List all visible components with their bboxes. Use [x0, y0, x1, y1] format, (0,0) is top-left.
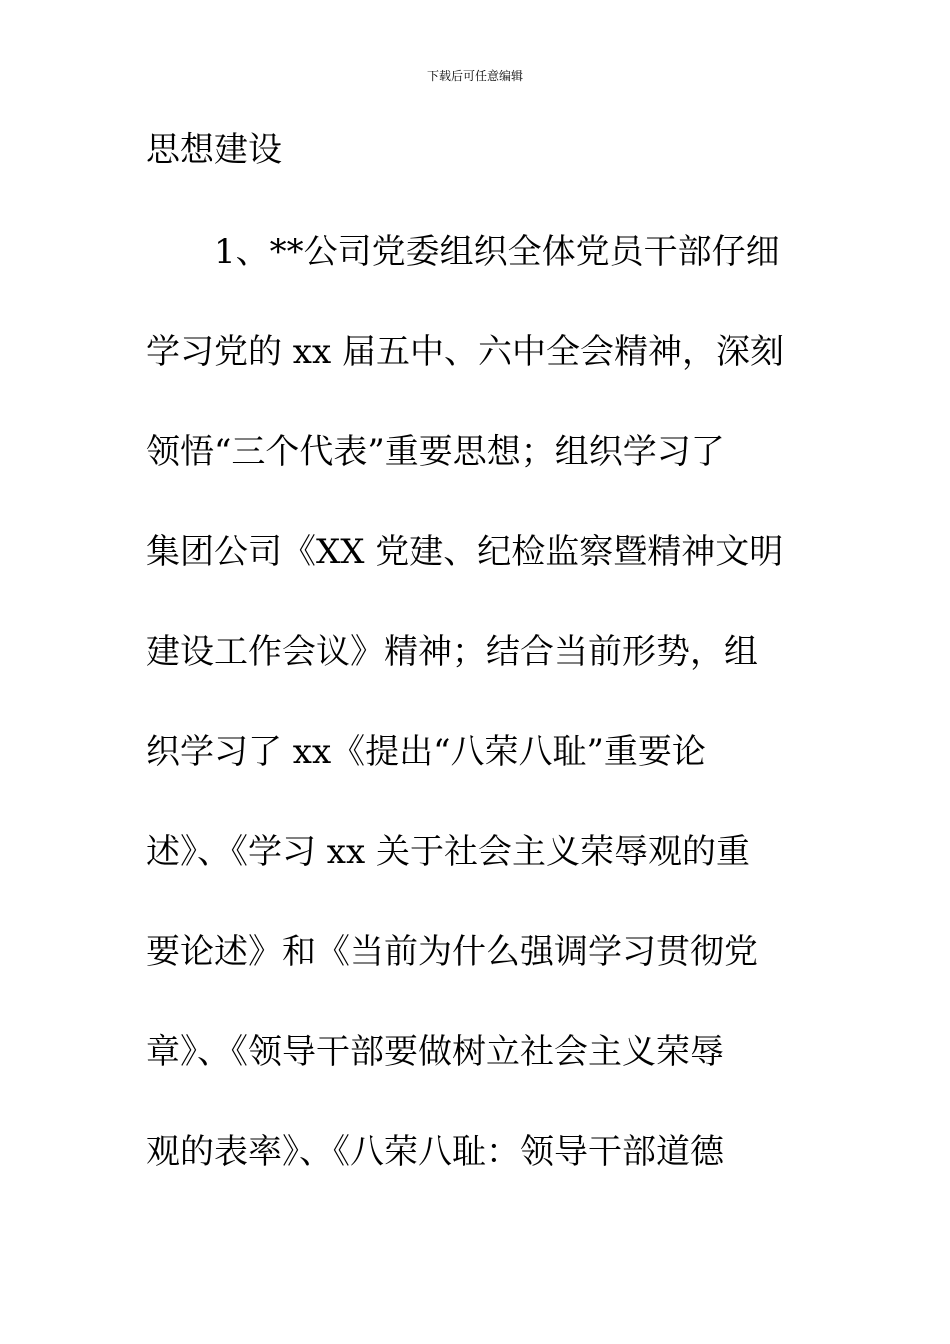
- section-heading: 思想建设: [146, 130, 282, 170]
- paragraph-line: 集团公司《XX 党建、纪检监察暨精神文明: [146, 532, 784, 572]
- paragraph-line: 要论述》和《当前为什么强调学习贯彻党: [146, 932, 758, 972]
- header-note: 下载后可任意编辑: [426, 69, 523, 83]
- paragraph-line: 章》、《领导干部要做树立社会主义荣辱: [146, 1032, 724, 1072]
- paragraph-line: 织学习了 xx《提出“八荣八耻”重要论: [146, 732, 706, 772]
- paragraph-line: 建设工作会议》精神；结合当前形势，组: [146, 632, 758, 672]
- paragraph-line: 学习党的 xx 届五中、六中全会精神，深刻: [146, 332, 784, 372]
- paragraph-line: 观的表率》、《八荣八耻：领导干部道德: [146, 1132, 724, 1172]
- paragraph-line: 1、**公司党委组织全体党员干部仔细: [214, 232, 780, 272]
- paragraph-line: 领悟“三个代表”重要思想；组织学习了: [146, 432, 725, 472]
- paragraph-line: 述》、《学习 xx 关于社会主义荣辱观的重: [146, 832, 750, 872]
